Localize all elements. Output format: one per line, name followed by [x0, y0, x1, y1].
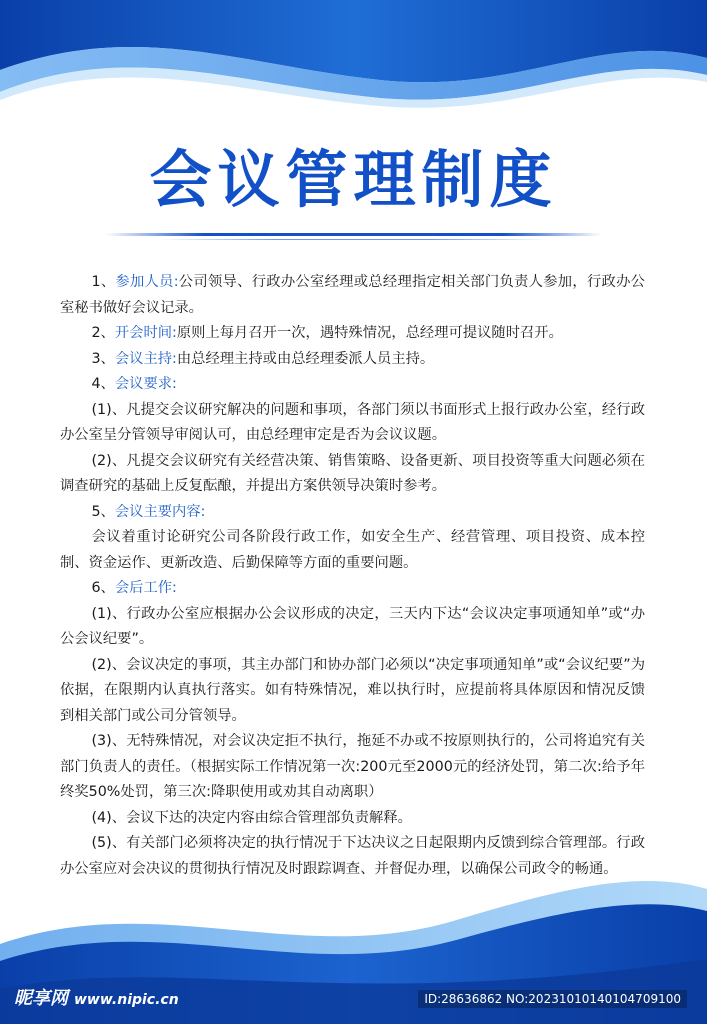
section-4-heading: 4、会议要求: — [91, 376, 177, 392]
section-keyword: 会议主持: — [114, 350, 177, 367]
section-keyword: 会议要求: — [114, 376, 177, 392]
top-wave-decoration — [0, 0, 707, 130]
title-underline — [105, 233, 602, 236]
section-3: 3、会议主持:由总经理主持或由总经理委派人员主持。 — [91, 350, 435, 367]
section-5-text: 会议着重讨论研究公司各阶段行政工作，如安全生产、经营管理、项目投资、成本控制、资金运作、更新改造、后勤保障等方面的重要问题。 — [60, 529, 645, 571]
section-keyword: 会议主要内容: — [114, 503, 206, 520]
section-6-heading: 6、会后工作: — [91, 580, 177, 596]
section-5-heading: 5、会议主要内容: — [91, 503, 206, 520]
watermark-url: www.nipic.cn — [74, 992, 179, 1008]
section-2: 2、开会时间:原则上每月召开一次，遇特殊情况，总经理可提议随时召开。 — [91, 325, 563, 341]
document-body — [60, 270, 645, 882]
after-meeting-item: (3)、无特殊情况，对会议决定拒不执行，拖延不办或不按原则执行的，公司将追究有关部门负责人的责任。（根据实际工作情况第一次:200元至2000元的经济处罚，第二次:给予年终奖50%处罚，第三次:降职使用或劝其自动离职） — [60, 733, 645, 800]
section-keyword: 参加人员: — [115, 274, 179, 290]
requirement-item: (1)、凡提交会议研究解决的问题和事项，各部门须以书面形式上报行政办公室，经行政办公室呈分管领导审阅认可，由总经理审定是否为会议议题。 — [60, 401, 645, 443]
requirement-item: (2)、凡提交会议研究有关经营决策、销售策略、设备更新、项目投资等重大问题必须在调查研究的基础上反复酝酿，并提出方案供领导决策时参考。 — [60, 452, 645, 494]
watermark-logo: 昵享网 www.nipic.cn — [14, 988, 179, 1009]
section-1: 1、参加人员:公司领导、行政办公室经理或总经理指定相关部门负责人参加，行政办公室秘书做好会议记录。 — [60, 274, 645, 316]
after-meeting-item: (1)、行政办公室应根据办公会议形成的决定，三天内下达“会议决定事项通知单”或“办公会议纪要”。 — [60, 605, 645, 647]
after-meeting-item: (5)、有关部门必须将决定的执行情况于下达决议之日起限期内反馈到综合管理部。行政办公室应对会决议的贯彻执行情况及时跟踪调查、并督促办理，以确保公司政令的畅通。 — [60, 835, 645, 877]
section-keyword: 会后工作: — [114, 580, 177, 596]
after-meeting-item: (4)、会议下达的决定内容由综合管理部负责解释。 — [91, 809, 412, 826]
page-title: 会议管理制度 — [149, 143, 558, 216]
title-underline-thin — [160, 239, 547, 240]
image-id-label: ID:28636862 NO:20231010140104709100 — [418, 990, 687, 1008]
after-meeting-item: (2)、会议决定的事项，其主办部门和协办部门必须以“决定事项通知单”或“会议纪要”为依据，在限期内认真执行落实。如有特殊情况，难以执行时，应提前将具体原因和情况反馈到相关部门或公司分管领导。 — [60, 656, 645, 724]
section-keyword: 开会时间: — [114, 325, 177, 341]
